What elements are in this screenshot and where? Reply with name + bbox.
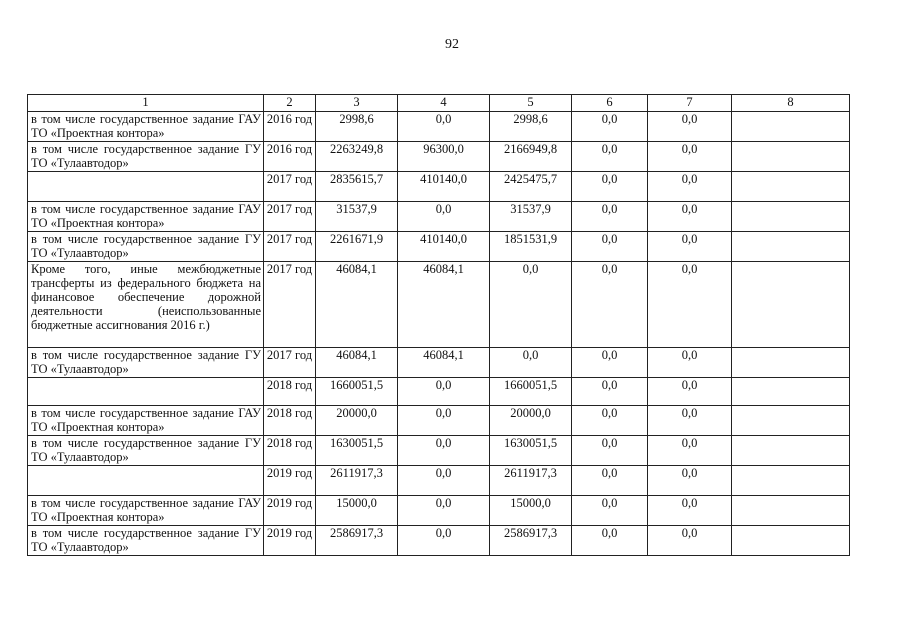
value-cell: 0,0 [648,202,732,232]
note-cell [732,172,850,202]
year-cell: 2018 год [264,378,316,406]
header-cell: 1 [28,95,264,112]
note-cell [732,466,850,496]
description-cell [28,172,264,202]
note-cell [732,378,850,406]
value-cell: 2166949,8 [490,142,572,172]
value-cell: 0,0 [648,436,732,466]
value-cell: 2835615,7 [316,172,398,202]
value-cell: 2611917,3 [490,466,572,496]
value-cell: 0,0 [398,202,490,232]
value-cell: 46084,1 [316,262,398,348]
value-cell: 0,0 [490,262,572,348]
value-cell: 0,0 [572,466,648,496]
header-row [28,95,850,112]
value-cell: 1660051,5 [490,378,572,406]
value-cell: 2611917,3 [316,466,398,496]
table-row [28,496,850,526]
description-cell: в том числе государственное задание ГУ ТО «Тулаавтодор» [28,232,264,262]
note-cell [732,526,850,556]
year-cell: 2019 год [264,466,316,496]
year-cell: 2017 год [264,202,316,232]
value-cell: 15000,0 [490,496,572,526]
description-cell: в том числе государственное задание ГАУ ТО «Проектная контора» [28,406,264,436]
year-cell: 2016 год [264,142,316,172]
value-cell: 1630051,5 [490,436,572,466]
value-cell: 0,0 [572,142,648,172]
value-cell: 410140,0 [398,232,490,262]
value-cell: 0,0 [572,526,648,556]
table-row [28,378,850,406]
value-cell: 0,0 [648,112,732,142]
description-cell [28,466,264,496]
description-cell: в том числе государственное задание ГУ ТО «Тулаавтодор» [28,142,264,172]
note-cell [732,496,850,526]
value-cell: 0,0 [648,496,732,526]
value-cell: 0,0 [398,112,490,142]
value-cell: 2261671,9 [316,232,398,262]
year-cell: 2017 год [264,172,316,202]
note-cell [732,232,850,262]
value-cell: 0,0 [648,142,732,172]
note-cell [732,348,850,378]
note-cell [732,202,850,232]
value-cell: 0,0 [398,378,490,406]
value-cell: 0,0 [572,112,648,142]
year-cell: 2019 год [264,496,316,526]
year-cell: 2018 год [264,406,316,436]
value-cell: 2586917,3 [316,526,398,556]
header-cell: 3 [316,95,398,112]
table-row [28,436,850,466]
value-cell: 1660051,5 [316,378,398,406]
value-cell: 0,0 [648,232,732,262]
value-cell: 46084,1 [398,262,490,348]
value-cell: 0,0 [648,526,732,556]
value-cell: 0,0 [648,172,732,202]
description-cell: в том числе государственное задание ГУ ТО «Тулаавтодор» [28,348,264,378]
table-row [28,112,850,142]
header-cell: 7 [648,95,732,112]
year-cell: 2019 год [264,526,316,556]
value-cell: 0,0 [572,262,648,348]
value-cell: 46084,1 [398,348,490,378]
header-cell: 5 [490,95,572,112]
header-cell: 4 [398,95,490,112]
value-cell: 2998,6 [490,112,572,142]
value-cell: 0,0 [572,406,648,436]
value-cell: 0,0 [398,406,490,436]
value-cell: 0,0 [648,466,732,496]
value-cell: 0,0 [572,202,648,232]
value-cell: 0,0 [572,172,648,202]
value-cell: 96300,0 [398,142,490,172]
description-cell: Кроме того, иные межбюджетные трансферты из федерального бюджета на финансовое обеспечение дорожной деятельности (неиспользованные бюджетные ассигнования 2016 г.) [28,262,264,348]
value-cell: 2586917,3 [490,526,572,556]
value-cell: 46084,1 [316,348,398,378]
header-cell: 6 [572,95,648,112]
description-cell: в том числе государственное задание ГУ ТО «Тулаавтодор» [28,436,264,466]
note-cell [732,142,850,172]
table-row [28,172,850,202]
value-cell: 0,0 [648,348,732,378]
table-row [28,466,850,496]
value-cell: 1851531,9 [490,232,572,262]
year-cell: 2017 год [264,232,316,262]
description-cell: в том числе государственное задание ГУ ТО «Тулаавтодор» [28,526,264,556]
value-cell: 15000,0 [316,496,398,526]
description-cell: в том числе государственное задание ГАУ ТО «Проектная контора» [28,496,264,526]
value-cell: 0,0 [398,436,490,466]
value-cell: 0,0 [648,262,732,348]
note-cell [732,262,850,348]
table-row [28,406,850,436]
table-row [28,202,850,232]
header-cell: 2 [264,95,316,112]
value-cell: 0,0 [648,406,732,436]
description-cell [28,378,264,406]
value-cell: 0,0 [490,348,572,378]
budget-table [27,94,850,556]
value-cell: 2998,6 [316,112,398,142]
description-cell: в том числе государственное задание ГАУ ТО «Проектная контора» [28,202,264,232]
note-cell [732,436,850,466]
value-cell: 0,0 [572,378,648,406]
table-row [28,142,850,172]
table-row [28,526,850,556]
value-cell: 0,0 [398,466,490,496]
value-cell: 20000,0 [316,406,398,436]
value-cell: 0,0 [572,348,648,378]
note-cell [732,406,850,436]
value-cell: 0,0 [648,378,732,406]
page-number: 92 [445,37,459,52]
value-cell: 2425475,7 [490,172,572,202]
value-cell: 1630051,5 [316,436,398,466]
value-cell: 20000,0 [490,406,572,436]
description-cell: в том числе государственное задание ГАУ ТО «Проектная контора» [28,112,264,142]
year-cell: 2017 год [264,262,316,348]
value-cell: 31537,9 [316,202,398,232]
year-cell: 2018 год [264,436,316,466]
table-row [28,262,850,348]
year-cell: 2017 год [264,348,316,378]
value-cell: 0,0 [572,232,648,262]
table-row [28,232,850,262]
value-cell: 31537,9 [490,202,572,232]
value-cell: 0,0 [398,526,490,556]
year-cell: 2016 год [264,112,316,142]
value-cell: 410140,0 [398,172,490,202]
header-cell: 8 [732,95,850,112]
value-cell: 0,0 [572,496,648,526]
value-cell: 0,0 [572,436,648,466]
table-row [28,348,850,378]
value-cell: 0,0 [398,496,490,526]
value-cell: 2263249,8 [316,142,398,172]
note-cell [732,112,850,142]
